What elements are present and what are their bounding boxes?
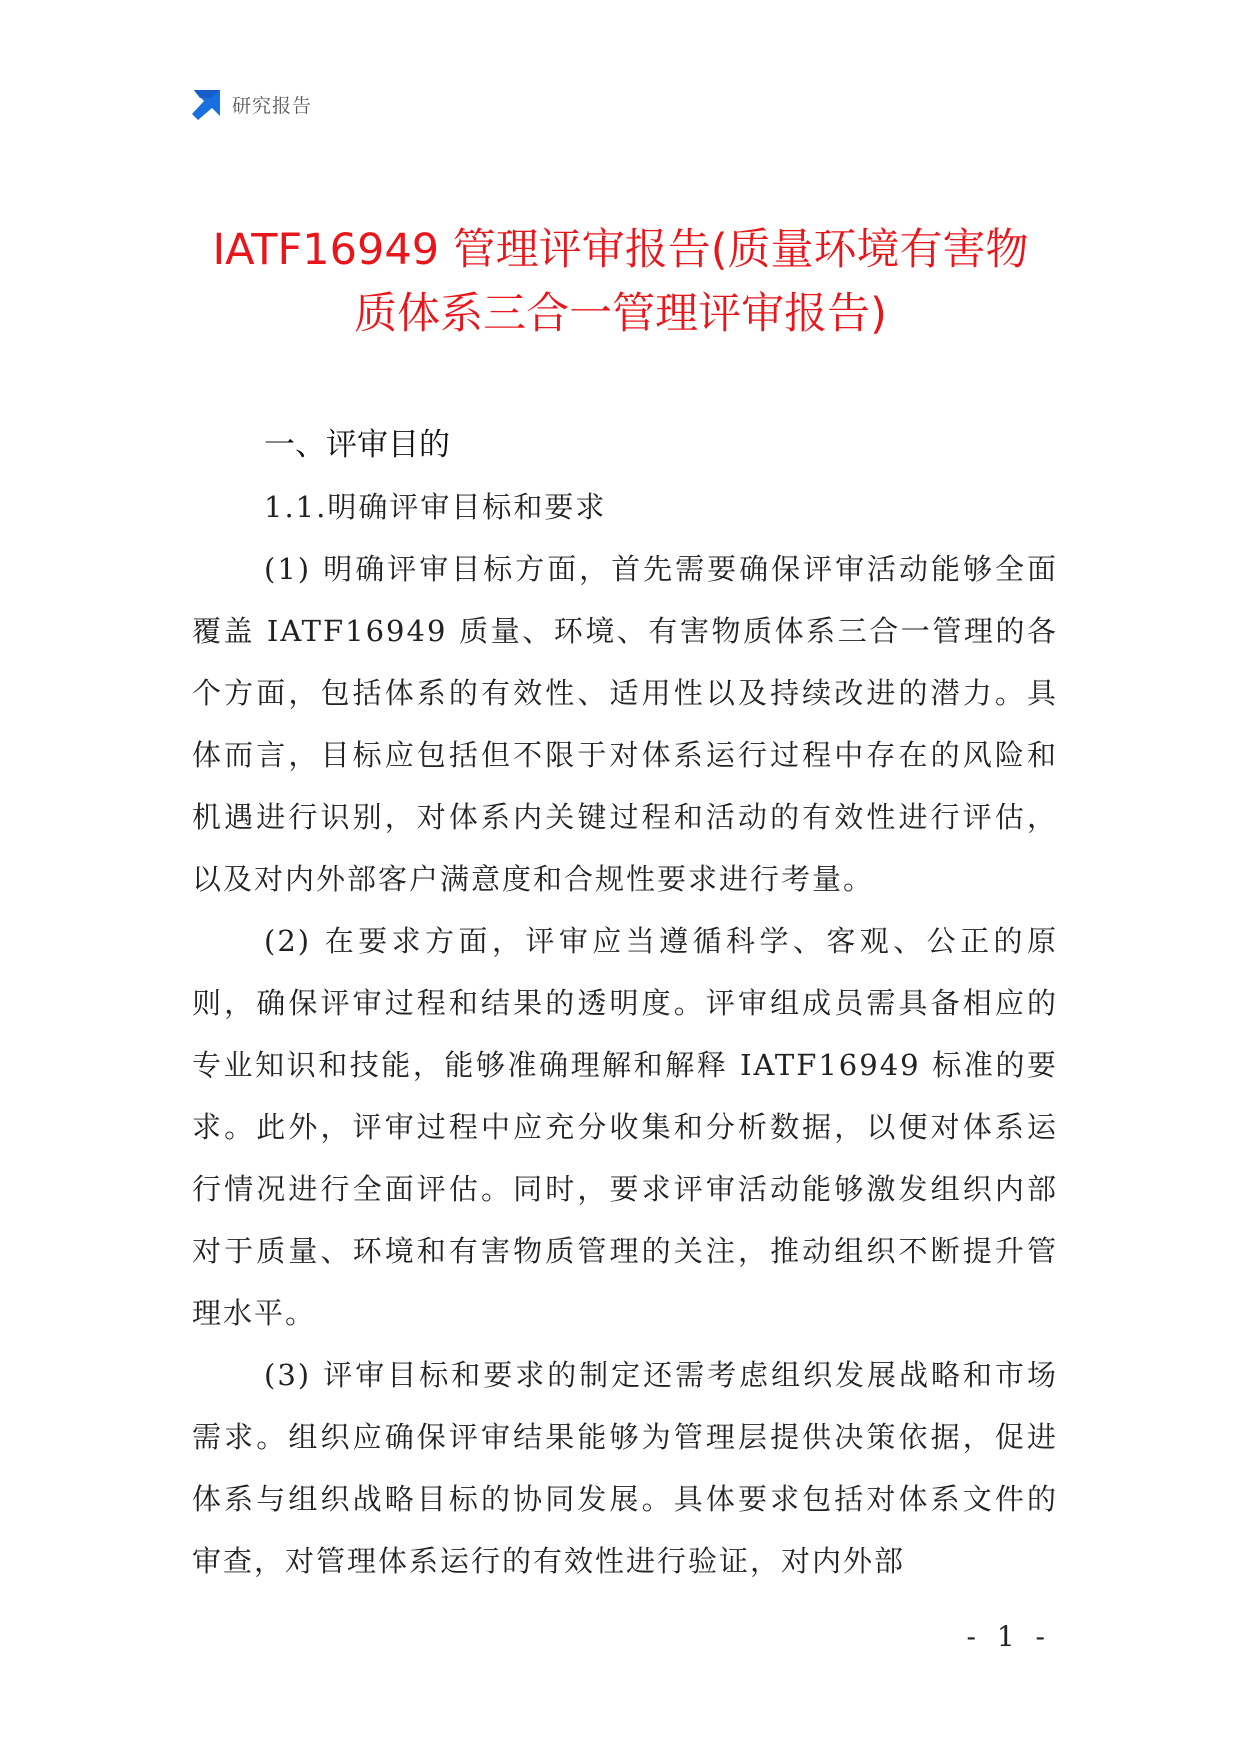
title-line-2: 质体系三合一管理评审报告): [354, 289, 887, 339]
subsection-heading: 1.1.明确评审目标和要求: [264, 490, 607, 524]
paragraph-1: (1) 明确评审目标方面，首先需要确保评审活动能够全面覆盖 IATF16949 质量、环境、有害物质体系三合一管理的各个方面，包括体系的有效性、适用性以及持续改进的潜力。具体而言，目标应包括但不限于对体系运行过程中存在的风险和机遇进行识别，对体系内关键过程和活动的有效性进行评估，以及对内外部客户满意度和合规性要求进行考量。: [192, 552, 1058, 896]
page-header: [190, 86, 312, 122]
arrow-up-right-icon: [190, 88, 222, 120]
document-title: [150, 218, 1091, 346]
title-line-1: IATF16949 管理评审报告(质量环境有害物: [212, 225, 1029, 275]
document-body: [192, 414, 1058, 1592]
header-label: 研究报告: [232, 94, 313, 117]
paragraph-2: (2) 在要求方面，评审应当遵循科学、客观、公正的原则，确保评审过程和结果的透明度。评审组成员需具备相应的专业知识和技能，能够准确理解和解释 IATF16949 标准的要求。此外，评审过程中应充分收集和分析数据，以便对体系运行情况进行全面评估。同时，要求评审活动能够激发组织内部对于质量、环境和有害物质管理的关注，推动组织不断提升管理水平。: [192, 924, 1058, 1330]
section-heading: 一、评审目的: [264, 427, 450, 463]
page-number: - 1 -: [966, 1620, 1051, 1653]
paragraph-3: (3) 评审目标和要求的制定还需考虑组织发展战略和市场需求。组织应确保评审结果能够为管理层提供决策依据，促进体系与组织战略目标的协同发展。具体要求包括对体系文件的审查，对管理体系运行的有效性进行验证，对内外部: [192, 1358, 1058, 1578]
